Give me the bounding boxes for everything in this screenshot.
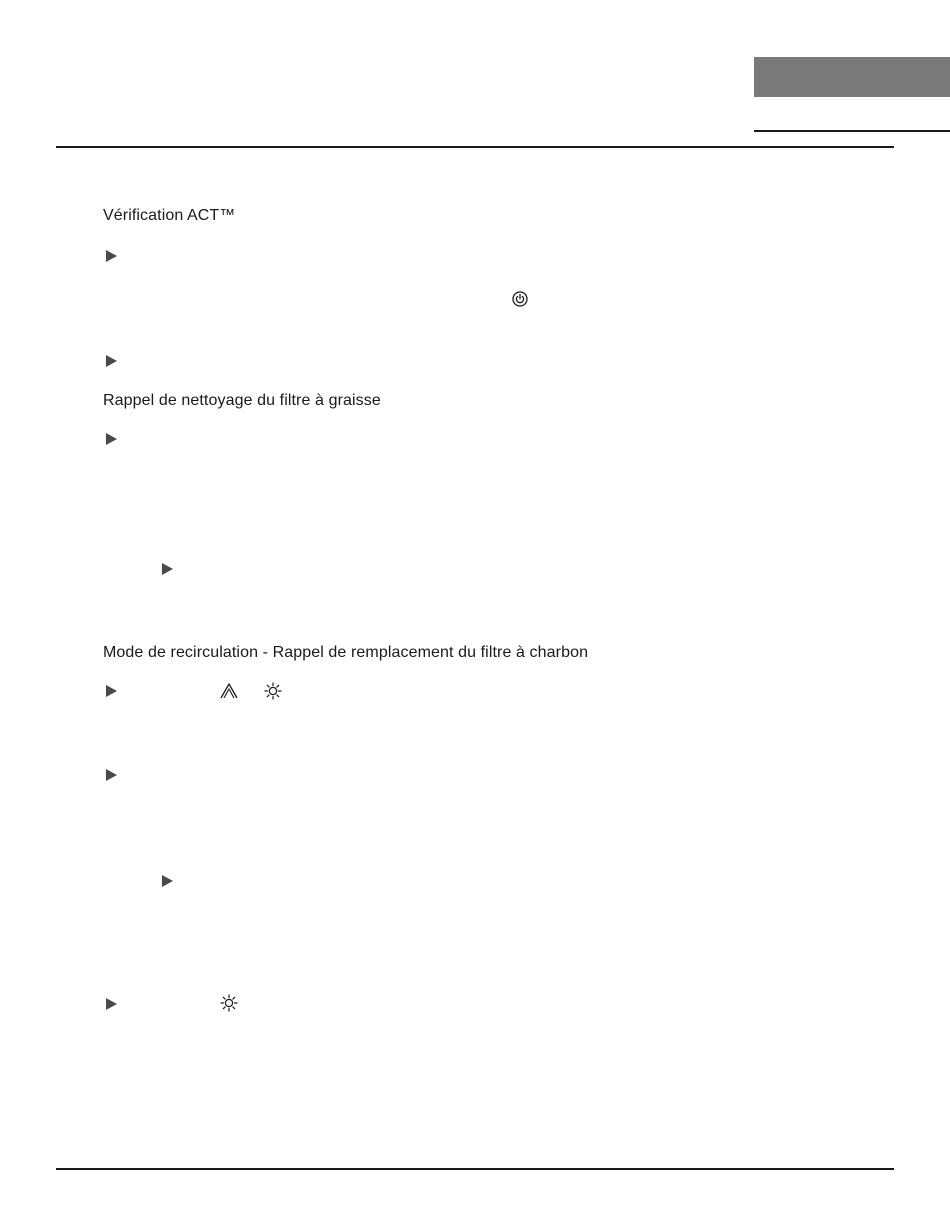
light-icon xyxy=(264,682,282,700)
section-heading-recirculation: Mode de recirculation - Rappel de remplacement du filtre à charbon xyxy=(103,644,589,661)
chapter-tab-rule xyxy=(754,130,950,132)
sub-bullet-arrow xyxy=(162,563,173,575)
light-icon xyxy=(220,994,238,1012)
bullet-arrow xyxy=(106,355,117,367)
header-rule xyxy=(56,146,894,148)
bullet-arrow xyxy=(106,998,117,1010)
bullet-arrow xyxy=(106,433,117,445)
bullet-arrow xyxy=(106,250,117,262)
section-heading-grease-filter: Rappel de nettoyage du filtre à graisse xyxy=(103,392,381,409)
chevron-up-icon xyxy=(219,682,239,700)
bullet-arrow xyxy=(106,685,117,697)
section-heading-act-check: Vérification ACT™ xyxy=(103,207,236,224)
power-icon xyxy=(512,291,528,307)
sub-bullet-arrow xyxy=(162,875,173,887)
bullet-arrow xyxy=(106,769,117,781)
footer-rule xyxy=(56,1168,894,1170)
chapter-tab xyxy=(754,57,950,97)
